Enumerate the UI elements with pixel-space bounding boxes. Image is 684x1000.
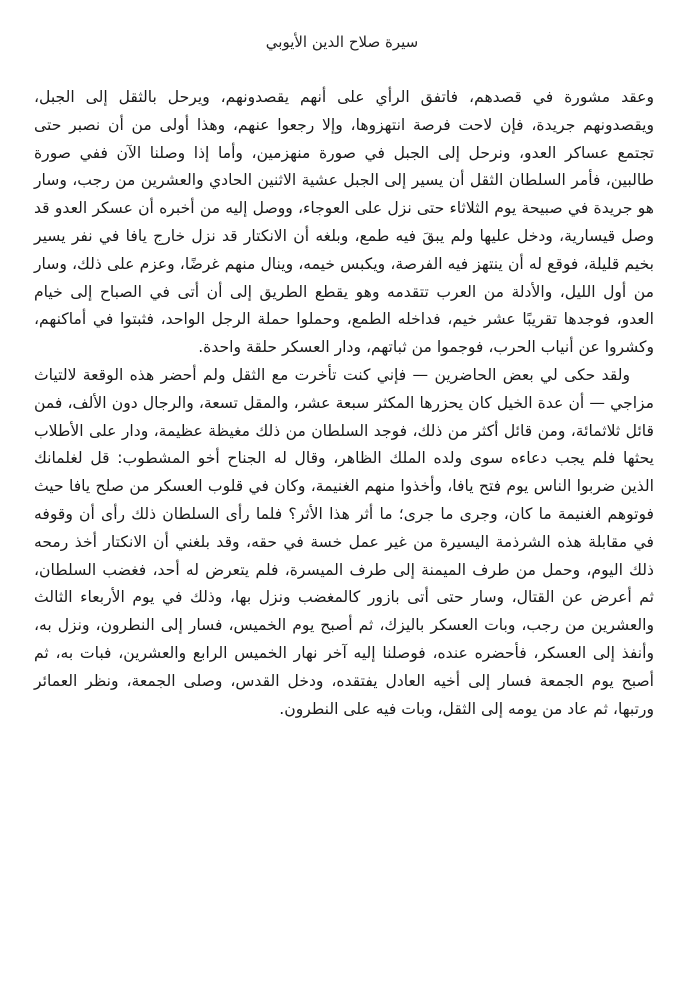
paragraph-2: ولقد حكى لي بعض الحاضرين — فإني كنت تأخرت مع الثقل ولم أحضر هذه الوقعة لالتياث مزاجي — أن عدة الخيل كان يحزرها المكثر سبعة عشر، والمقل تسعة، والرجال دون الألف، فمن قائل ثلاثمائة، ومن قائل أكثر من ذلك، فوجد السلطان من ذلك مغيظة عظيمة، ودار على الأطلاب يحثها فلم يجب دعاءه سوى ولده الملك الظاهر، وقال له الجناح أخو المشطوب: قل لغلمانك الذين ضربوا الناس يوم فتح يافا، وأخذوا منهم الغنيمة، وكان في قلوب العسكر من صلح يافا حيث فوتوهم الغنيمة ما كان، وجرى ما جرى؛ ما أثر هذا الأثر؟ فلما رأى السلطان ذلك رأى أن وقوفه في مقابلة هذه الشرذمة اليسيرة من غير عمل خسة في حقه، وقد بلغني أن الانكتار أخذ رمحه ذلك اليوم، وحمل من طرف الميمنة إلى طرف الميسرة، فلم يتعرض له أحد، فغضب السلطان، ثم أعرض عن القتال، وسار حتى أتى بازور كالمغضب ونزل بها، وذلك في يوم الأربعاء الثالث والعشرين من رجب، وبات العسكر باليزك، ثم أصبح يوم الخميس، فسار إلى النطرون، ونزل به، وأنفذ إلى العسكر، فأحضره عنده، فوصلنا إليه آخر نهار الخميس الرابع والعشرين، فبات به، ثم أصبح يوم الجمعة فسار إلى أخيه العادل يفتقده، ودخل القدس، وصلى الجمعة، ونظر العمائر ورتبها، ثم عاد من يومه إلى الثقل، وبات فيه على النطرون. <box>34 365 654 718</box>
running-header-title: سيرة صلاح الدين الأيوبي <box>265 33 419 51</box>
body-text <box>34 84 654 723</box>
paragraph-1: وعقد مشورة في قصدهم، فاتفق الرأي على أنهم يقصدونهم، ويرحل بالثقل إلى الجبل، ويقصدونهم جريدة، فإن لاحت فرصة انتهزوها، وإلا رجعوا عنهم، وهذا أولى من أن نصبر حتى تجتمع عساكر العدو، ونرحل إلى الجبل في صورة منهزمين، وأما إذا وصلنا الآن ففي صورة طالبين، فأمر السلطان الثقل أن يسير إلى الجبل عشية الاثنين الحادي والعشرين من رجب، وسار هو جريدة في صبيحة يوم الثلاثاء حتى نزل على العوجاء، ووصل إليه من أخبره أن عسكر العدو قد وصل قيسارية، ودخل عليها ولم يبقَ فيه طمع، وبلغه أن الانكتار قد نزل خارج يافا في نفر يسير بخيم قليلة، فوقع له أن ينتهز فيه الفرصة، ويكبس خيمه، وينال منهم غرضًا، وعزم على ذلك، وسار من أول الليل، والأدلة من العرب تتقدمه وهو يقطع الطريق إلى أن أتى في الصباح إلى خيام العدو، فوجدها تقريبًا عشر خيم، فداخله الطمع، وحملوا حملة الرجل الواحد، فثبتوا في أماكنهم، وكشروا عن أنياب الحرب، فوجموا من ثباتهم، ودار العسكر حلقة واحدة. <box>34 88 654 357</box>
